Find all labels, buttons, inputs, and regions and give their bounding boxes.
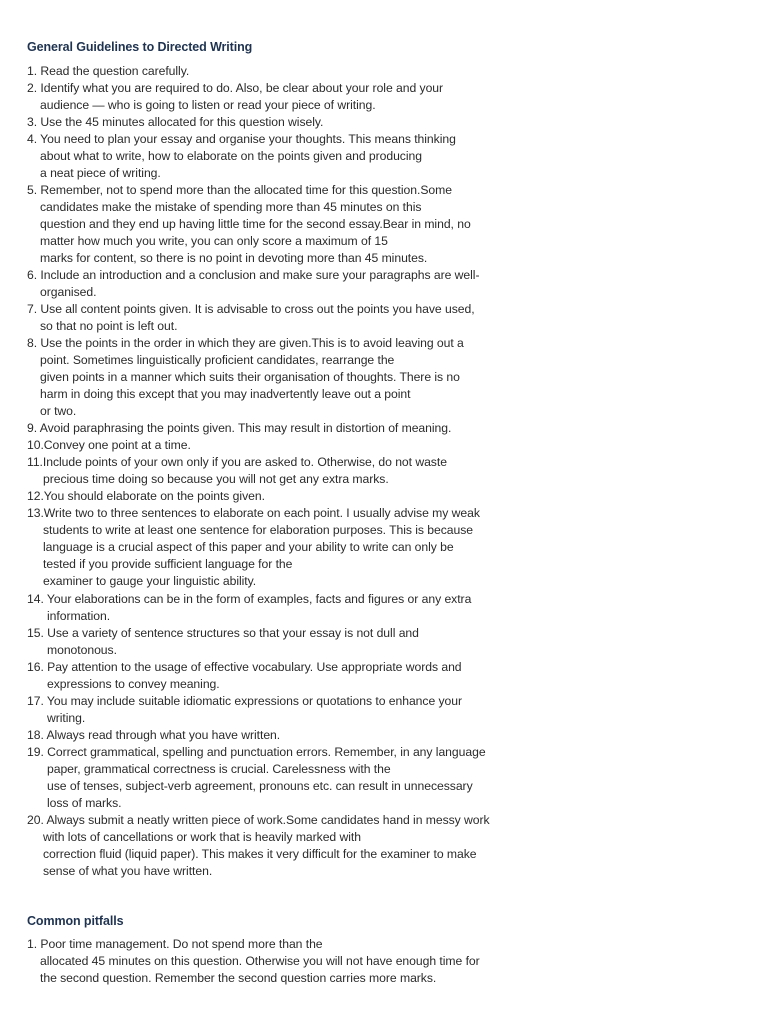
guideline-line: 10.Convey one point at a time. [27,438,191,452]
guideline-line: 1. Read the question carefully. [27,64,190,78]
guideline-line: 19. Correct grammatical, spelling and punctuation errors. Remember, in any language [27,745,486,759]
guideline-line: paper, grammatical correctness is crucial. Carelessness with the [47,762,391,776]
guideline-line: tested if you provide sufficient language for the [43,557,293,571]
guideline-line: expressions to convey meaning. [47,677,220,691]
guideline-line: 3. Use the 45 minutes allocated for this question wisely. [27,115,324,129]
guidelines-heading: General Guidelines to Directed Writing [27,40,253,54]
guideline-line: 12.You should elaborate on the points given. [27,489,265,503]
guideline-line: organised. [40,285,97,299]
guideline-line: matter how much you write, you can only score a maximum of 15 [40,234,388,248]
guideline-line: harm in doing this except that you may inadvertently leave out a point [40,387,411,401]
guideline-line: about what to write, how to elaborate on the points given and producing [40,149,422,163]
guideline-line: 18. Always read through what you have written. [27,728,281,742]
guideline-line: monotonous. [47,643,117,657]
guideline-line: question and they end up having little time for the second essay.Bear in mind, no [40,217,471,231]
guideline-line: 14. Your elaborations can be in the form of examples, facts and figures or any extra [27,592,472,606]
guideline-line: so that no point is left out. [40,319,178,333]
guideline-line: 9. Avoid paraphrasing the points given. This may result in distortion of meaning. [27,421,452,435]
guideline-line: students to write at least one sentence for elaboration purposes. This is because [43,523,473,537]
guideline-line: 13.Write two to three sentences to elaborate on each point. I usually advise my weak [27,506,480,520]
guideline-line: or two. [40,404,77,418]
guideline-line: precious time doing so because you will not get any extra marks. [43,472,389,486]
guideline-line: 4. You need to plan your essay and organise your thoughts. This means thinking [27,132,456,146]
guideline-line: marks for content, so there is no point in devoting more than 45 minutes. [40,251,428,265]
guideline-line: 8. Use the points in the order in which they are given.This is to avoid leaving out a [27,336,464,350]
guideline-line: candidates make the mistake of spending more than 45 minutes on this [40,200,422,214]
guideline-line: 20. Always submit a neatly written piece of work.Some candidates hand in messy work [27,813,490,827]
pitfall-line: allocated 45 minutes on this question. Otherwise you will not have enough time for [40,954,480,968]
guideline-line: 5. Remember, not to spend more than the allocated time for this question.Some [27,183,452,197]
guideline-line: with lots of cancellations or work that is heavily marked with [43,830,361,844]
guideline-line: audience — who is going to listen or read your piece of writing. [40,98,376,112]
guideline-line: 11.Include points of your own only if you are asked to. Otherwise, do not waste [27,455,447,469]
guideline-line: information. [47,609,111,623]
guideline-line: 7. Use all content points given. It is advisable to cross out the points you have used, [27,302,475,316]
guideline-line: 16. Pay attention to the usage of effective vocabulary. Use appropriate words and [27,660,462,674]
pitfall-line: 1. Poor time management. Do not spend more than the [27,937,323,951]
guideline-line: examiner to gauge your linguistic ability. [43,574,257,588]
guideline-line: 6. Include an introduction and a conclusion and make sure your paragraphs are well- [27,268,480,282]
guideline-line: point. Sometimes linguistically proficient candidates, rearrange the [40,353,395,367]
guideline-line: writing. [47,711,86,725]
guideline-line: use of tenses, subject-verb agreement, pronouns etc. can result in unnecessary [47,779,473,793]
guideline-line: a neat piece of writing. [40,166,161,180]
guideline-line: loss of marks. [47,796,122,810]
guideline-line: sense of what you have written. [43,864,213,878]
guideline-line: given points in a manner which suits their organisation of thoughts. There is no [40,370,460,384]
guideline-line: 2. Identify what you are required to do. Also, be clear about your role and your [27,81,444,95]
guideline-line: 17. You may include suitable idiomatic expressions or quotations to enhance your [27,694,463,708]
guideline-line: 15. Use a variety of sentence structures so that your essay is not dull and [27,626,419,640]
pitfalls-heading: Common pitfalls [27,914,124,928]
pitfall-line: the second question. Remember the second question carries more marks. [40,971,437,985]
guideline-line: correction fluid (liquid paper). This makes it very difficult for the examiner to make [43,847,477,861]
guideline-line: language is a crucial aspect of this paper and your ability to write can only be [43,540,454,554]
